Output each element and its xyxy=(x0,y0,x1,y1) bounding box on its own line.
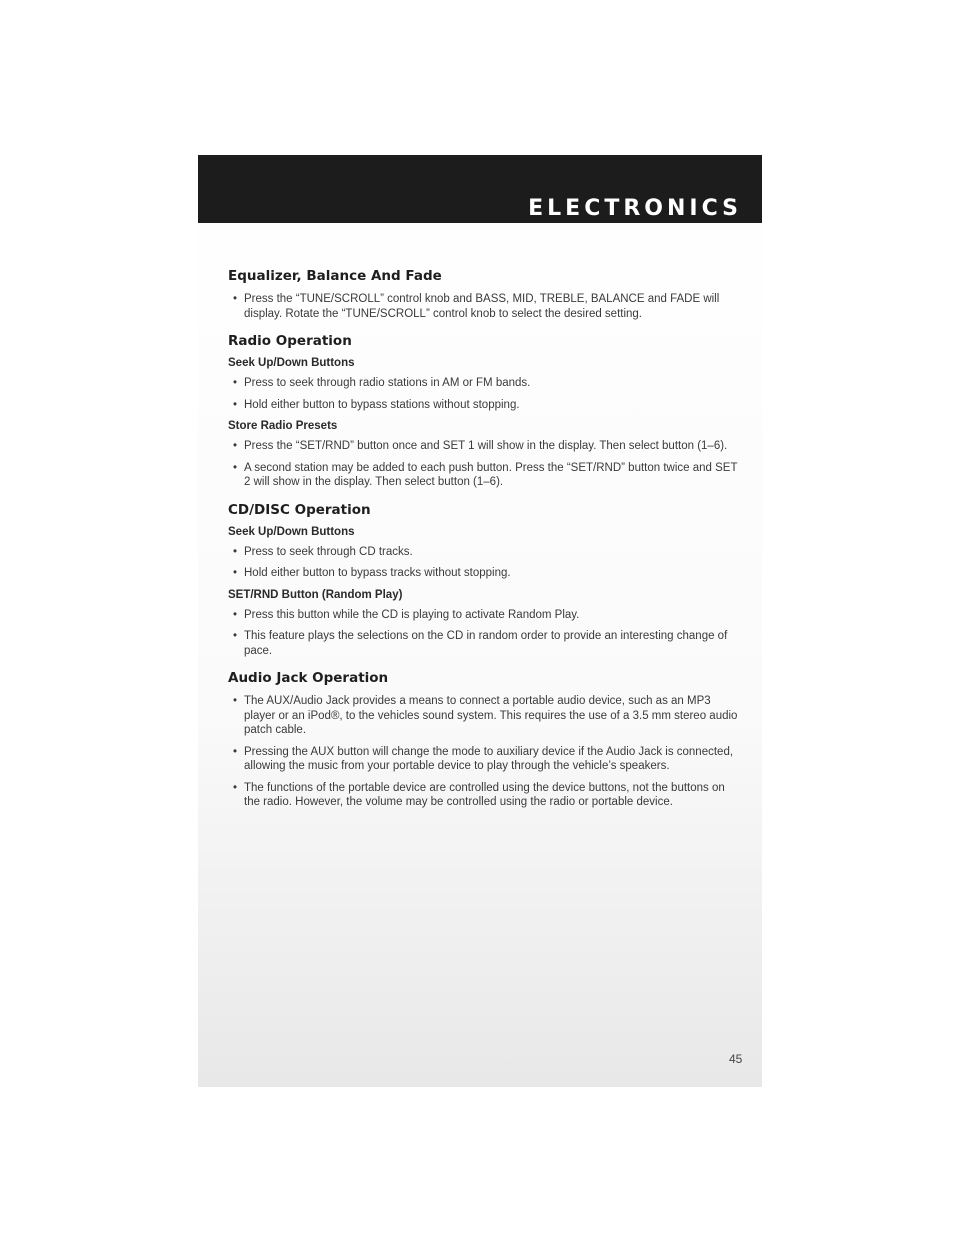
store-presets-list xyxy=(228,439,738,490)
list-item: • The functions of the portable device are controlled using the device buttons, not the buttons on the radio. However, the volume may be controlled using the radio or portable device. xyxy=(228,781,738,810)
list-item: • Press to seek through CD tracks. xyxy=(228,545,738,560)
section-title: ELECTRONICS xyxy=(528,196,742,221)
list-item: • Press to seek through radio stations in AM or FM bands. xyxy=(228,376,738,391)
list-item: • Pressing the AUX button will change the mode to auxiliary device if the Audio Jack is connected, allowing the music from your portable device to play through the vehicle’s speakers. xyxy=(228,745,738,774)
list-item: • The AUX/Audio Jack provides a means to connect a portable audio device, such as an MP3 player or an iPod®, to the vehicles sound system. This requires the use of a 3.5 mm stereo audio patch cable. xyxy=(228,694,738,738)
subheading-seek-cd: Seek Up/Down Buttons xyxy=(228,525,355,538)
seek-cd-list xyxy=(228,545,738,581)
list-item: • Press this button while the CD is playing to activate Random Play. xyxy=(228,608,738,623)
audio-jack-list xyxy=(228,694,738,810)
subheading-seek-radio: Seek Up/Down Buttons xyxy=(228,357,355,369)
seek-radio-list xyxy=(228,376,738,412)
list-item: • Press the “TUNE/SCROLL” control knob and BASS, MID, TREBLE, BALANCE and FADE will display. Rotate the “TUNE/SCROLL” control knob to select the desired setting. xyxy=(228,292,738,321)
list-item: • Press the “SET/RND” button once and SET 1 will show in the display. Then select button (1–6). xyxy=(228,439,738,454)
list-item: • A second station may be added to each push button. Press the “SET/RND” button twice and SET 2 will show in the display. Then select button (1–6). xyxy=(228,461,738,490)
subheading-random-play: SET/RND Button (Random Play) xyxy=(228,588,403,601)
heading-equalizer: Equalizer, Balance And Fade xyxy=(228,268,442,284)
page-number: 45 xyxy=(729,1052,743,1066)
list-item: • Hold either button to bypass tracks without stopping. xyxy=(228,566,738,581)
heading-radio-operation: Radio Operation xyxy=(228,333,352,349)
random-play-list xyxy=(228,608,738,659)
heading-cd-operation: CD/DISC Operation xyxy=(228,501,371,518)
subheading-store-presets: Store Radio Presets xyxy=(228,420,338,432)
page-content xyxy=(228,268,738,818)
heading-audio-jack: Audio Jack Operation xyxy=(228,670,389,686)
list-item: • Hold either button to bypass stations without stopping. xyxy=(228,398,738,413)
equalizer-list xyxy=(228,292,738,321)
list-item: • This feature plays the selections on the CD in random order to provide an interesting change of pace. xyxy=(228,629,738,658)
